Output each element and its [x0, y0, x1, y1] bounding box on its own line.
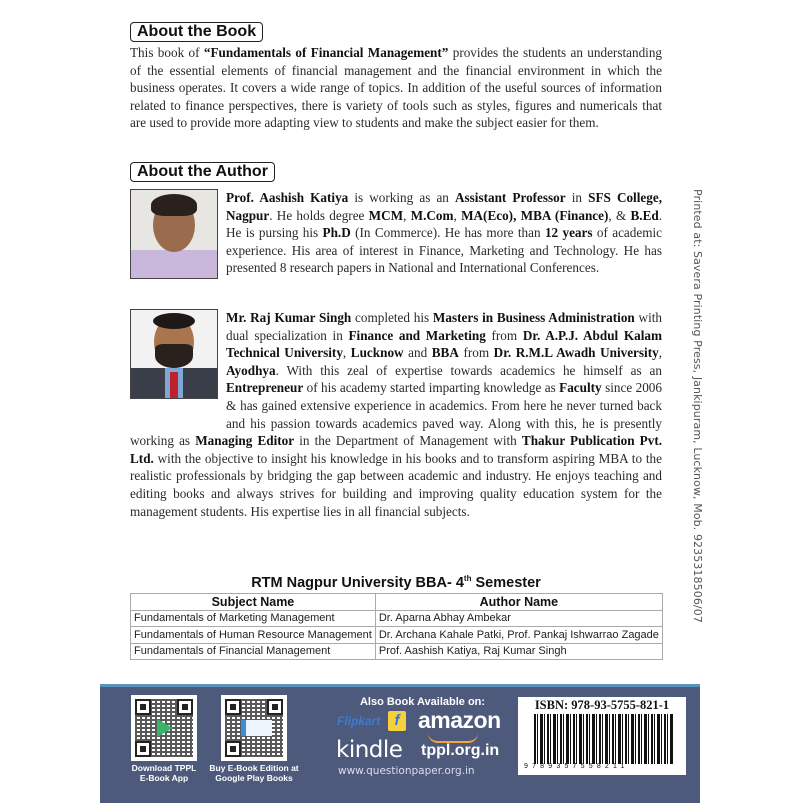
qr2-label-line2: Google Play Books	[215, 773, 293, 783]
author-cell: Dr. Aparna Abhay Ambekar	[375, 610, 662, 627]
bio-text: ,	[453, 207, 462, 223]
bio-text: of his academy started imparting knowledge as	[303, 380, 560, 396]
bio-emphasis: Mr. Raj Kumar Singh	[226, 310, 352, 325]
bio-text: and	[403, 345, 432, 361]
flipkart-logo[interactable]: Flipkart	[337, 714, 381, 728]
bio-emphasis: 12 years	[544, 225, 593, 241]
series-table-title	[130, 574, 662, 591]
qr-code-ebook-app[interactable]	[131, 695, 197, 761]
about-book-text-pre: This book of	[130, 45, 204, 60]
bio-emphasis: MCM	[368, 207, 404, 223]
qr-finder	[177, 699, 193, 715]
bio-emphasis: SFS College, Nagpur	[226, 190, 662, 223]
series-table	[130, 593, 663, 660]
bio-emphasis: Faculty	[559, 380, 602, 396]
bio-text: ,	[403, 207, 411, 223]
kindle-logo[interactable]: kindle	[336, 737, 403, 763]
qr-finder	[135, 741, 151, 757]
table-row	[131, 643, 663, 660]
qr1-label-line1: Download TPPL	[131, 763, 197, 773]
bio-text: in	[565, 190, 589, 205]
bio-text: , &	[608, 207, 631, 223]
qr1-label-line2: E-Book App	[139, 773, 189, 783]
bio-emphasis: Entrepreneur	[226, 380, 304, 396]
title-main: RTM Nagpur University BBA- 4	[251, 574, 464, 591]
header-subject: Subject Name	[131, 594, 376, 611]
qr-label-google-play-books	[204, 763, 304, 783]
bio-text: of academic experience. His area of interest in Finance, Marketing and Technology. He has presented 8 research papers in National and International Conferences.	[226, 225, 662, 276]
barcode-digits: 9789357558211	[524, 763, 629, 770]
subject-cell: Fundamentals of Financial Management	[131, 643, 376, 660]
bio-emphasis: Masters in Business Administration	[432, 310, 635, 325]
bio-emphasis: Prof. Aashish Katiya	[226, 190, 349, 205]
play-store-icon	[157, 719, 173, 737]
qr-finder	[267, 699, 283, 715]
title-end: Semester	[471, 574, 541, 591]
bio-text: with dual specialization in	[226, 310, 662, 343]
bio-emphasis: Managing Editor	[195, 433, 295, 449]
table-row	[131, 610, 663, 627]
bio-text: . He is pursing his	[226, 207, 663, 241]
bio-text: (In Commerce). He has more than	[350, 225, 545, 241]
table-header-row	[131, 594, 663, 611]
questionpaper-link[interactable]: www.questionpaper.org.in	[338, 765, 475, 777]
bio-emphasis: Ph.D	[322, 225, 351, 241]
title-sup: th	[463, 574, 472, 583]
bio-emphasis: Dr. A.P.J. Abdul Kalam Technical University	[226, 327, 662, 361]
about-book-paragraph	[130, 44, 662, 132]
bio-text: from	[458, 345, 494, 361]
book-title: “Fundamentals of Financial Management”	[203, 45, 449, 60]
qr2-label-line1: Buy E-Book Edition at	[209, 763, 299, 773]
bio-emphasis: Dr. R.M.L Awadh University	[493, 345, 659, 361]
bio-text: . With this zeal of expertise towards academics he himself as an	[275, 362, 662, 378]
author-cell: Dr. Archana Kahale Patki, Prof. Pankaj Ishwarrao Zagade	[375, 627, 662, 644]
bio-text: in the Department of Management with	[294, 433, 522, 449]
bio-emphasis: Ayodhya	[226, 362, 276, 378]
author2-bio	[130, 309, 662, 520]
bio-text: ,	[342, 345, 351, 361]
tppl-link[interactable]: tppl.org.in	[421, 742, 500, 759]
bio-text: is working as an	[348, 190, 455, 205]
bio-emphasis: BBA	[431, 345, 459, 361]
qr-finder	[225, 699, 241, 715]
bio-text: from	[485, 327, 523, 343]
isbn-number: ISBN: 978-93-5755-821-1	[534, 698, 670, 712]
subject-cell: Fundamentals of Human Resource Management	[131, 627, 376, 644]
bio-emphasis: M.Com	[410, 207, 454, 223]
bio-emphasis: MA(Eco), MBA (Finance)	[461, 207, 609, 223]
author-cell: Prof. Aashish Katiya, Raj Kumar Singh	[375, 643, 662, 660]
bio-emphasis: Assistant Professor	[455, 190, 566, 205]
shirt-shape	[131, 250, 217, 279]
qr-finder	[225, 741, 241, 757]
table-row	[131, 627, 663, 644]
bio-text: since 2006 & has gained extensive experience in academics. From here he never turned back and his passion towards academics paved way. Along with this, he is presently working as	[130, 380, 662, 449]
qr-finder	[135, 699, 151, 715]
bio-emphasis: Lucknow	[350, 345, 404, 361]
qr-label-ebook-app	[114, 763, 214, 783]
author1-bio	[226, 189, 662, 277]
available-on-title: Also Book Available on:	[359, 696, 486, 708]
bio-text: . He holds degree	[269, 207, 369, 223]
google-play-books-icon	[241, 720, 272, 736]
subject-cell: Fundamentals of Marketing Management	[131, 610, 376, 627]
isbn-barcode-box	[518, 697, 686, 775]
bio-emphasis: Thakur Publication Pvt. Ltd.	[130, 433, 663, 466]
amazon-logo[interactable]: amazon	[418, 707, 501, 733]
hair-shape	[151, 194, 197, 216]
barcode-icon	[534, 714, 674, 764]
author-photo-aashish-katiya	[130, 189, 218, 279]
about-book-heading: About the Book	[130, 22, 263, 42]
qr-code-google-play-books[interactable]	[221, 695, 287, 761]
bio-text: ,	[658, 345, 662, 361]
printer-note: Printed at: Savera Printing Press, Jankipuram, Lucknow, Mob. 9235318506/07	[691, 189, 704, 623]
about-book-text-post: provides the students an understanding of the essential elements of financial management and the financial environment in which the business operates. It covers a wide range of topics. In addition of the useful sources of information related to finance perspectives, there is variety of tools such as styles, figures and numericals that are used to provide more adapting view to students and make the subject easier for them.	[130, 45, 663, 131]
flipkart-icon[interactable]: f	[388, 711, 406, 731]
bio-emphasis: Finance and Marketing	[348, 327, 486, 343]
header-author: Author Name	[375, 594, 662, 611]
photo-float-spacer	[130, 309, 226, 432]
bio-text: completed his	[351, 310, 433, 325]
bio-text: with the objective to insight his knowledge in his books and to transform aspiring MBA to the realistic professionals by bridging the gap between academic and industry. He enjoys teaching and editing books and always strives for building and improving quality education system for the management students. His expertise lies in all financial subjects.	[130, 450, 662, 519]
about-author-heading: About the Author	[130, 162, 275, 182]
bio-emphasis: B.Ed	[630, 207, 659, 223]
